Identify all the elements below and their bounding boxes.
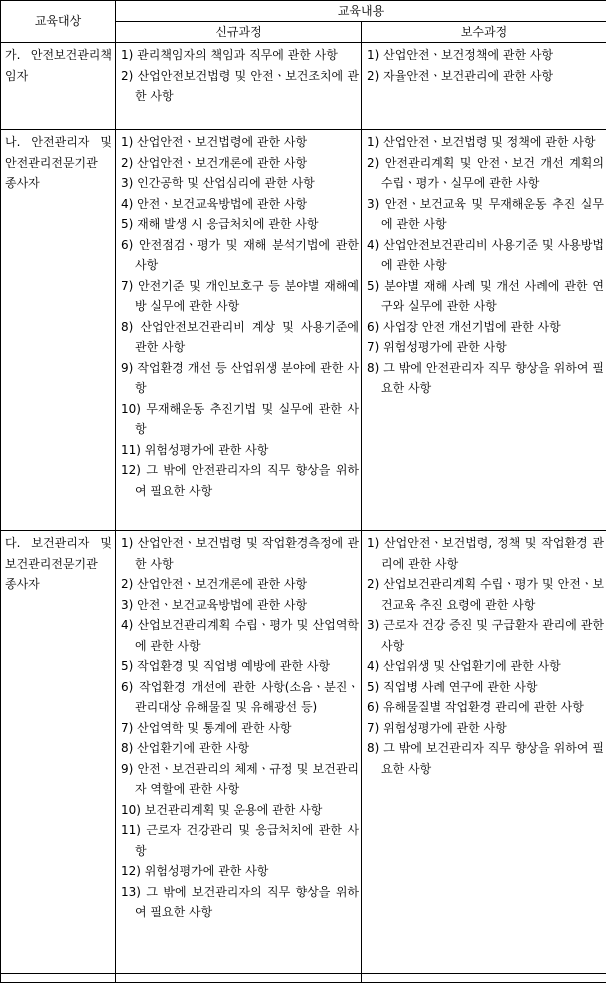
table-row: [1, 43, 606, 130]
list-item: 8) 그 밖에 안전관리자 직무 향상을 위하여 필요한 사항: [365, 358, 604, 399]
new-course-list: [119, 533, 359, 923]
list-item: 4) 산업보건관리계획 수립ㆍ평가 및 산업역학에 관한 사항: [119, 615, 359, 656]
list-item: 5) 분야별 재해 사례 및 개선 사례에 관한 연구와 실무에 관한 사항: [365, 276, 604, 317]
list-item: 6) 사업장 안전 개선기법에 관한 사항: [365, 317, 604, 338]
new-course-cell: [116, 43, 362, 130]
empty-cell: [116, 974, 362, 983]
list-item: 1) 관리책임자의 책임과 직무에 관한 사항: [119, 45, 359, 66]
list-item: 8) 산업환기에 관한 사항: [119, 738, 359, 759]
header-row-1: [1, 1, 606, 22]
category-cell: 가. 안전보건관리책임자: [1, 43, 116, 130]
table-row: [1, 531, 606, 974]
list-item: 11) 근로자 건강관리 및 응급처치에 관한 사항: [119, 820, 359, 861]
new-course-cell: [116, 531, 362, 974]
list-item: 7) 위험성평가에 관한 사항: [365, 337, 604, 358]
header-new-course: 신규과정: [116, 22, 362, 43]
list-item: 2) 산업안전ㆍ보건개론에 관한 사항: [119, 153, 359, 174]
list-item: 2) 산업안전보건법령 및 안전ㆍ보건조치에 관한 사항: [119, 66, 359, 107]
refresher-course-list: [365, 132, 604, 399]
header-content: 교육내용: [116, 1, 606, 22]
list-item: 1) 산업안전ㆍ보건법령, 정책 및 작업환경 관리에 관한 사항: [365, 533, 604, 574]
list-item: 6) 작업환경 개선에 관한 사항(소음ㆍ분진ㆍ관리대상 유해물질 및 유해광선 등): [119, 677, 359, 718]
list-item: 3) 근로자 건강 증진 및 구급환자 관리에 관한 사항: [365, 615, 604, 656]
list-item: 3) 안전ㆍ보건교육 및 무재해운동 추진 실무에 관한 사항: [365, 194, 604, 235]
list-item: 5) 작업환경 및 직업병 예방에 관한 사항: [119, 656, 359, 677]
list-item: 1) 산업안전ㆍ보건정책에 관한 사항: [365, 45, 604, 66]
refresher-course-list: [365, 533, 604, 779]
list-item: 6) 유해물질별 작업환경 관리에 관한 사항: [365, 697, 604, 718]
list-item: 2) 산업안전ㆍ보건개론에 관한 사항: [119, 574, 359, 595]
list-item: 13) 그 밖에 보건관리자의 직무 향상을 위하여 필요한 사항: [119, 882, 359, 923]
list-item: 1) 산업안전ㆍ보건법령 및 작업환경측정에 관한 사항: [119, 533, 359, 574]
list-item: 11) 위험성평가에 관한 사항: [119, 440, 359, 461]
list-item: 3) 인간공학 및 산업심리에 관한 사항: [119, 173, 359, 194]
refresher-course-cell: [362, 531, 606, 974]
table-row-continuation: [1, 974, 606, 983]
list-item: 3) 안전ㆍ보건교육방법에 관한 사항: [119, 595, 359, 616]
new-course-list: [119, 45, 359, 107]
list-item: 8) 그 밖에 보건관리자 직무 향상을 위하여 필요한 사항: [365, 738, 604, 779]
list-item: 10) 보건관리계획 및 운용에 관한 사항: [119, 800, 359, 821]
list-item: 2) 산업보건관리계획 수립ㆍ평가 및 안전ㆍ보건교육 추진 요령에 관한 사항: [365, 574, 604, 615]
refresher-course-cell: [362, 130, 606, 531]
list-item: 7) 산업역학 및 통계에 관한 사항: [119, 718, 359, 739]
list-item: 5) 재해 발생 시 응급처치에 관한 사항: [119, 214, 359, 235]
list-item: 4) 안전ㆍ보건교육방법에 관한 사항: [119, 194, 359, 215]
new-course-cell: [116, 130, 362, 531]
list-item: 2) 안전관리계획 및 안전ㆍ보건 개선 계획의 수립ㆍ평가ㆍ실무에 관한 사항: [365, 153, 604, 194]
empty-cell: [362, 974, 606, 983]
table-row: [1, 130, 606, 531]
list-item: 5) 직업병 사례 연구에 관한 사항: [365, 677, 604, 698]
list-item: 7) 위험성평가에 관한 사항: [365, 718, 604, 739]
list-item: 10) 무재해운동 추진기법 및 실무에 관한 사항: [119, 399, 359, 440]
list-item: 1) 산업안전ㆍ보건법령에 관한 사항: [119, 132, 359, 153]
list-item: 4) 산업위생 및 산업환기에 관한 사항: [365, 656, 604, 677]
refresher-course-cell: [362, 43, 606, 130]
list-item: 9) 작업환경 개선 등 산업위생 분야에 관한 사항: [119, 358, 359, 399]
category-cell: 다. 보건관리자 및 보건관리전문기관 종사자: [1, 531, 116, 974]
list-item: 12) 그 밖에 안전관리자의 직무 향상을 위하여 필요한 사항: [119, 460, 359, 501]
header-category: 교육대상: [1, 1, 116, 43]
new-course-list: [119, 132, 359, 501]
list-item: 1) 산업안전ㆍ보건법령 및 정책에 관한 사항: [365, 132, 604, 153]
list-item: 9) 안전ㆍ보건관리의 체제ㆍ규정 및 보건관리자 역할에 관한 사항: [119, 759, 359, 800]
refresher-course-list: [365, 45, 604, 86]
list-item: 7) 안전기준 및 개인보호구 등 분야별 재해예방 실무에 관한 사항: [119, 276, 359, 317]
empty-cell: [1, 974, 116, 983]
header-refresher-course: 보수과정: [362, 22, 606, 43]
list-item: 12) 위험성평가에 관한 사항: [119, 861, 359, 882]
list-item: 2) 자율안전ㆍ보건관리에 관한 사항: [365, 66, 604, 87]
category-cell: 나. 안전관리자 및 안전관리전문기관 종사자: [1, 130, 116, 531]
list-item: 6) 안전점검ㆍ평가 및 재해 분석기법에 관한 사항: [119, 235, 359, 276]
list-item: 8) 산업안전보건관리비 계상 및 사용기준에 관한 사항: [119, 317, 359, 358]
list-item: 4) 산업안전보건관리비 사용기준 및 사용방법에 관한 사항: [365, 235, 604, 276]
